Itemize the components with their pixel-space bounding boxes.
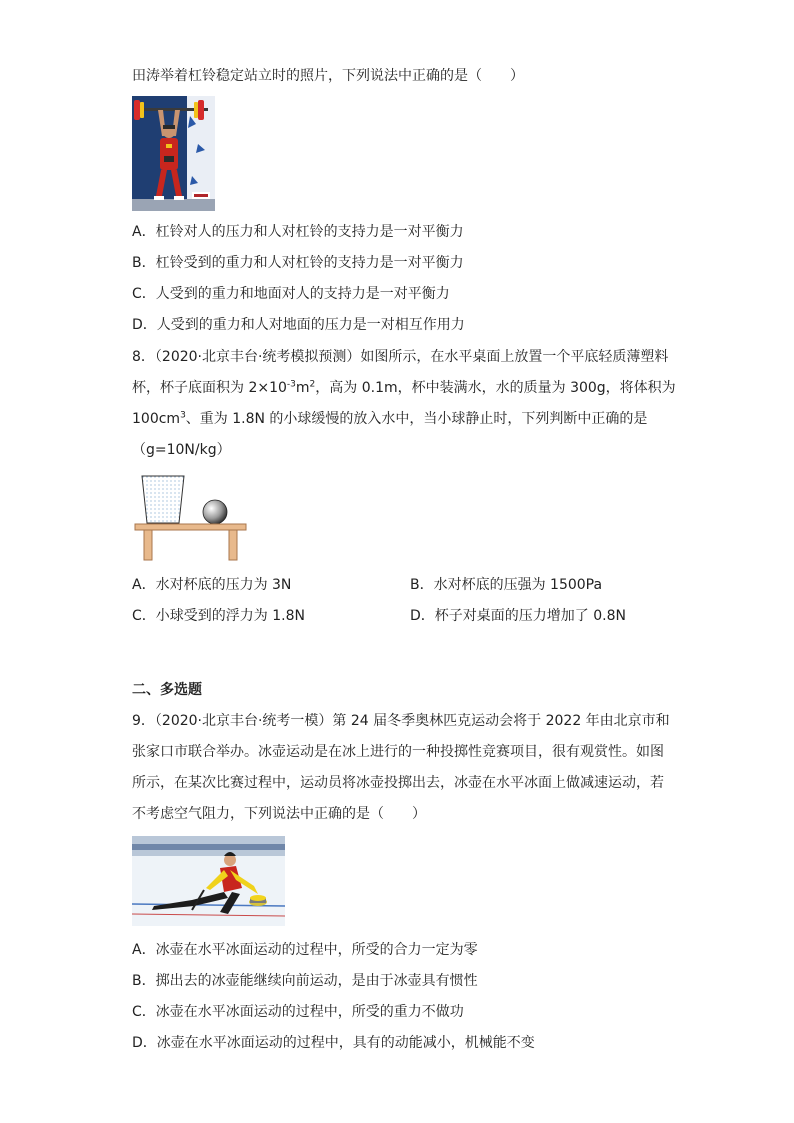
- q8-option-a: A．水对杯底的压力为 3N: [132, 577, 292, 593]
- q8-line2-exponent2: 2: [309, 379, 316, 390]
- q7-option-d: D．人受到的重力和人对地面的压力是一对相互作用力: [132, 317, 465, 333]
- q8-line2-part-c: ，高为 0.1m，杯中装满水，水的质量为 300g，将体积为: [315, 380, 676, 396]
- q8-option-b: B．水对杯底的压强为 1500Pa: [410, 577, 603, 593]
- q8-line2-exponent: -3: [286, 379, 296, 390]
- cup-ball-table-illustration: [134, 472, 248, 562]
- q9-option-b: B．掷出去的冰壶能继续向前运动，是由于冰壶具有惯性: [132, 973, 478, 989]
- weightlifter-photo: [132, 96, 215, 211]
- q7-option-a: A．杠铃对人的压力和人对杠铃的支持力是一对平衡力: [132, 224, 464, 240]
- q9-stem-line2: 张家口市联合举办。冰壶运动是在冰上进行的一种投掷性竞赛项目，很有观赏性。如图: [132, 744, 664, 760]
- q8-line3-part-a: 100cm: [132, 411, 181, 427]
- q8-option-d: D．杯子对桌面的压力增加了 0.8N: [410, 608, 626, 624]
- q7-option-c: C．人受到的重力和地面对人的支持力是一对平衡力: [132, 286, 450, 302]
- curling-photo: [132, 836, 285, 926]
- q8-line3-part-b: 、重为 1.8N 的小球缓慢的放入水中，当小球静止时，下列判断中正确的是: [185, 411, 648, 427]
- q8-line2-part-b: m: [295, 380, 310, 396]
- cup-ball-table-diagram: [134, 472, 248, 562]
- q7-option-b: B．杠铃受到的重力和人对杠铃的支持力是一对平衡力: [132, 255, 464, 271]
- q8-stem-line4: （g=10N/kg）: [132, 442, 231, 458]
- q8-line3-exponent: 3: [180, 410, 186, 421]
- q8-option-c: C．小球受到的浮力为 1.8N: [132, 608, 305, 624]
- q7-stem: 田涛举着杠铃稳定站立时的照片，下列说法中正确的是（ ）: [132, 68, 524, 84]
- q8-line2-part-a: 杯，杯子底面积为 2×10: [132, 380, 287, 396]
- section-title-multiple-choice: 二、多选题: [132, 682, 202, 698]
- q8-stem-line2: [132, 378, 676, 398]
- q9-option-c: C．冰壶在水平冰面运动的过程中，所受的重力不做功: [132, 1004, 464, 1020]
- q8-stem-line3: [132, 409, 647, 429]
- curling-illustration: [132, 836, 285, 926]
- q8-stem-line1: 8．（2020·北京丰台·统考模拟预测）如图所示，在水平桌面上放置一个平底轻质薄塑料: [132, 349, 669, 365]
- weightlifter-illustration: [132, 96, 215, 211]
- q9-stem-line4: 不考虑空气阻力，下列说法中正确的是（ ）: [132, 806, 426, 822]
- q9-option-d: D．冰壶在水平冰面运动的过程中，具有的动能减小，机械能不变: [132, 1035, 535, 1051]
- q9-stem-line3: 所示，在某次比赛过程中，运动员将冰壶投掷出去，冰壶在水平冰面上做减速运动，若: [132, 775, 664, 791]
- q9-stem-line1: 9．（2020·北京丰台·统考一模）第 24 届冬季奥林匹克运动会将于 2022 年由北京市和: [132, 713, 670, 729]
- q9-option-a: A．冰壶在水平冰面运动的过程中，所受的合力一定为零: [132, 942, 478, 958]
